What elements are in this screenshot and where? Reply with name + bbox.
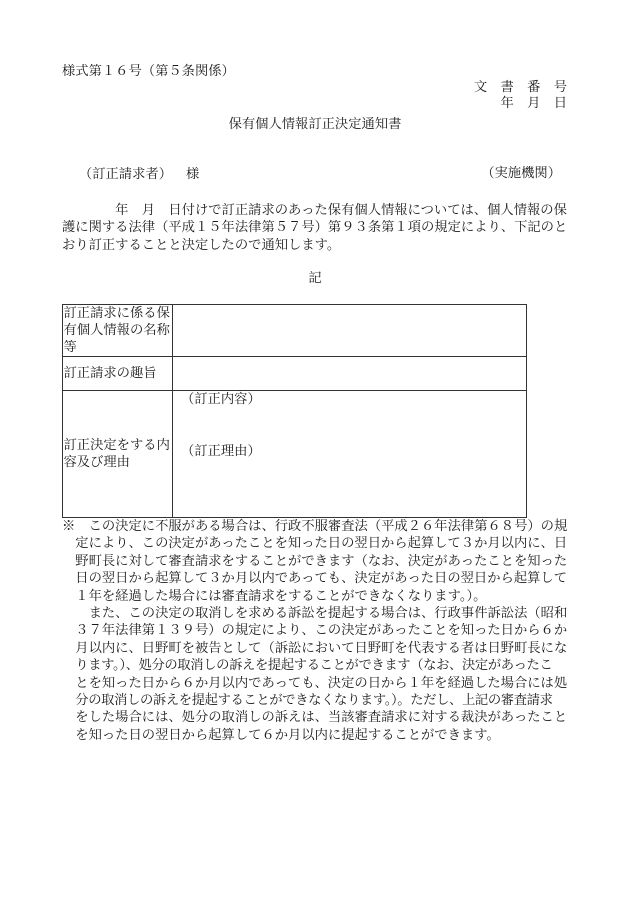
table-header-cell bbox=[63, 305, 173, 356]
body-paragraph bbox=[62, 202, 582, 254]
form-number: 様式第１６号（第５条関係） bbox=[62, 64, 235, 79]
header-label-line: 訂正決定をする内 bbox=[63, 438, 170, 453]
note-line: をした場合には、処分の取消しの訴えは、当該審査請求に対する裁決があったこと bbox=[75, 710, 568, 726]
date-label: 年 月 日 bbox=[500, 96, 567, 111]
note-line: ３７年法律第１３９号）の規定により、この決定があったことを知った日から６か bbox=[75, 623, 568, 639]
header-label-line: 訂正請求に係る保 bbox=[63, 306, 170, 321]
note-line: 野町長に対して審査請求をすることができます（なお、決定があったことを知った bbox=[75, 553, 568, 569]
header-label-line: 訂正請求の趣旨 bbox=[63, 366, 157, 381]
table-value-cell bbox=[173, 391, 526, 517]
note-line: 日の翌日から起算して３か月以内であっても、決定があった日の翌日から起算して bbox=[75, 571, 568, 587]
note-line: 月以内に、日野町を被告として（訴訟において日野町を代表する者は日野町長にな bbox=[75, 640, 568, 656]
document-title: 保有個人情報訂正決定通知書 bbox=[228, 117, 402, 132]
body-line: おり訂正することと決定したので通知します。 bbox=[62, 237, 341, 253]
note-line: を知った日の翌日から起算して６か月以内に提起することができます。 bbox=[75, 727, 500, 743]
header-label-line: 有個人情報の名称 bbox=[63, 323, 170, 338]
table-row-request-purpose bbox=[63, 356, 526, 390]
note-line: ※ この決定に不服がある場合は、行政不服審査法（平成２６年法律第６８号）の規 bbox=[62, 519, 568, 534]
note-line: ります。）、処分の取消しの訴えを提起することができます（なお、決定があったこ bbox=[75, 658, 553, 674]
addressee-line bbox=[62, 149, 200, 183]
note-line: とを知った日から６か月以内であっても、決定の日から１年を経過した場合には処 bbox=[75, 675, 568, 691]
table-value-cell bbox=[173, 305, 526, 356]
issuer-label: （実施機関） bbox=[481, 166, 561, 181]
note-line: 分の取消しの訴えを提起することができなくなります。）。ただし、上記の審査請求 bbox=[75, 692, 553, 708]
table-header-cell bbox=[63, 391, 173, 517]
honorific: 様 bbox=[186, 167, 200, 183]
note-line: また、この決定の取消しを求める訴訟を提起する場合は、行政事件訴訟法（昭和 bbox=[75, 605, 568, 621]
notes-section bbox=[62, 518, 582, 744]
table-row-decision-reason bbox=[63, 390, 526, 517]
decision-table bbox=[62, 304, 527, 518]
correction-reason-label: （訂正理由） bbox=[181, 444, 261, 459]
header-label-line: 容及び理由 bbox=[63, 455, 130, 470]
correction-content-label: （訂正内容） bbox=[181, 392, 261, 407]
body-line: 護に関する法律（平成１５年法律第５７号）第９３条第１項の規定により、下記のと bbox=[62, 220, 568, 236]
note-line: 定により、この決定があったことを知った日の翌日から起算して３か月以内に、日 bbox=[75, 536, 568, 552]
body-line: 年 月 日付けで訂正請求のあった保有個人情報については、個人情報の保 bbox=[62, 203, 567, 218]
table-row-target-info bbox=[63, 304, 526, 356]
requester-label: （訂正請求者） bbox=[78, 167, 172, 183]
table-header-cell bbox=[63, 357, 173, 390]
ki-heading: 記 bbox=[308, 271, 322, 286]
table-value-cell bbox=[173, 357, 526, 390]
header-label-line: 等 bbox=[63, 340, 77, 355]
document-number-label: 文 書 番 号 bbox=[473, 80, 567, 95]
note-line: １年を経過した場合には審査請求をすることができなくなります。）。 bbox=[75, 588, 487, 604]
